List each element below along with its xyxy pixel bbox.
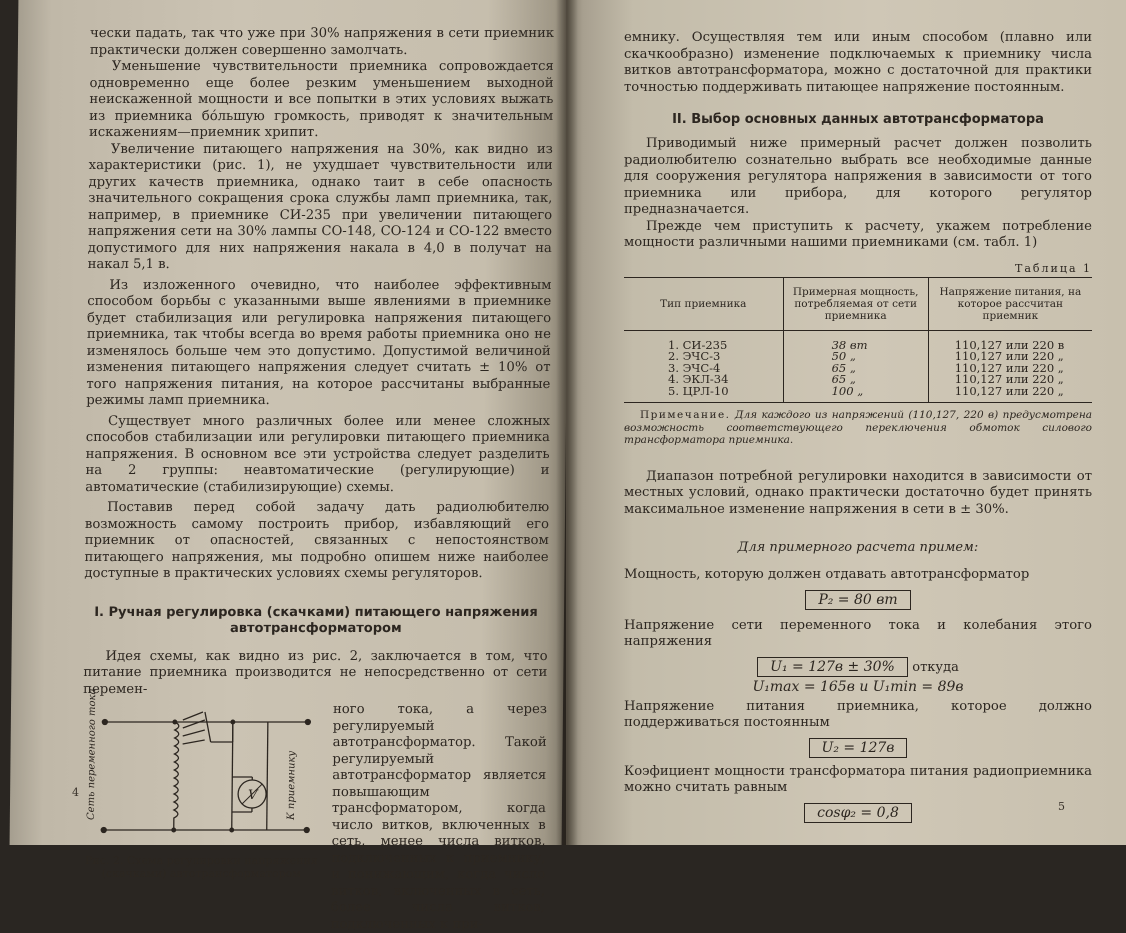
table-cell: 110,127 или 220 „ (955, 373, 1086, 385)
book-gutter (556, 0, 578, 845)
table-cell: 50 „ (832, 350, 922, 362)
formula-5 (624, 803, 1092, 823)
left-para-2: Уменьшение чувствительности приемника сопровождается одновременно еще более резким уменьшением выходной неискаженной мощности и все попытки в этих условиях выжать из приемника бо́льшую громкость, приводят к значительным искажениям—приемник хрипит. (89, 59, 554, 142)
col-voltage-cells (928, 330, 1092, 403)
table-cell: 110,127 или 220 „ (955, 362, 1086, 374)
table-cell: 2. ЭЧС-3 (668, 350, 777, 362)
page-number-left: 4 (72, 786, 79, 799)
table-note (624, 409, 1092, 447)
formula-1 (624, 590, 1092, 610)
formula-2-suffix: откуда (912, 660, 959, 675)
table-cell: 1. СИ-235 (668, 339, 777, 351)
col-header-type: Тип приемника (624, 277, 783, 330)
table-title: Таблица 1 (624, 262, 1092, 275)
right-para-1: емнику. Осуществляя тем или иным способом (плавно или скачкообразно) изменение подключаемых к приемнику числа витков автотрансформатора, можно с достаточной для практики точностью поддерживать питающее напряжение постоянным. (624, 30, 1092, 96)
voltmeter-label: V (248, 788, 259, 803)
left-page (10, 0, 571, 845)
formula-4 (624, 738, 1092, 758)
table-cell: 4. ЭКЛ-34 (668, 373, 777, 385)
autotransformer-schematic (82, 702, 324, 852)
left-para-4: Из изложенного очевидно, что наиболее эффективным способом борьбы с указанными выше явлениями в приемнике будет стабилизация или регулировка напряжения питающего приемника, так чтобы всегда во время работы приемника оно не изменялось больше чем это допустимо. Допустимой величиной изменения питающего напряжения следует считать ± 10% от того напряжения питания, на которое рассчитаны выбранные режимы ламп приемника. (86, 278, 551, 410)
left-para-1: чески падать, так что уже при 30% напряжения в сети приемник практически должен совершенно замолчать. (90, 26, 554, 59)
note-text: Для каждого из напряжений (110,127, 220 в) предусмотрена возможность соответствующего переключения обмоток силового трансформатора приемника. (624, 409, 1092, 446)
formula-2-box: U₁ = 127в ± 30% (757, 657, 908, 677)
figure-block (81, 702, 547, 933)
figure-2 (81, 702, 323, 933)
formula-3: U₁max = 165в и U₁min = 89в (624, 679, 1092, 695)
table-cell: 38 вт (832, 339, 922, 351)
left-para-7-side: ного тока, а через регулируемый автотрансформатор. Такой регулируемый автотрансформатор является повышающим трансформатором, когда число витков, включенных в сеть, менее числа витков, подключенных к приемнику, и понижающим, когда число витков, включенных в сеть, более числа витков, подключенных к при- (331, 702, 547, 933)
left-para-7-lead: Идея схемы, как видно из рис. 2, заключается в том, что питание приемника производится не непосредственно от сети перемен- (83, 649, 548, 699)
col-header-power: Примерная мощность, потребляемая от сети приемника (783, 277, 928, 330)
figure-side-text-block (321, 702, 547, 933)
left-para-3: Увеличение питающего напряжения на 30%, как видно из характеристики (рис. 1), не ухудшает чувствительности или других качеств приемника, однако таит в себе опасность значительного сокращения срока службы ламп приемника, так, например, в приемнике СИ-235 при увеличении питающего напряжения сети на 30% лампы СО-148, СО-124 и СО-122 вместо допустимого для них напряжения накала в 4,0 в получат на накал 5,1 в. (88, 142, 553, 274)
table-cell: 65 „ (832, 373, 922, 385)
figure-caption: Рис. 2. Схема регулировки напряжения (скачками) автотрансформатором (81, 854, 321, 880)
right-para-4: Диапазон потребной регулировки находится в зависимости от местных условий, однако практически достаточно будет принять максимальное изменение напряжения в сети в ± 30%. (624, 469, 1092, 519)
right-page (566, 0, 1126, 845)
power-table (624, 277, 1092, 404)
formula-1-box: P₂ = 80 вт (805, 590, 910, 610)
table-cell: 100 „ (832, 385, 922, 397)
right-para-3: Прежде чем приступить к расчету, укажем потребление мощности различными нашими приемниками (см. табл. 1) (624, 219, 1092, 252)
calc-heading: Для примерного расчета примем: (624, 540, 1092, 555)
calc-line-4: Коэфициент мощности трансформатора питания радиоприемника можно считать равным (624, 764, 1092, 797)
table-cell: 110,127 или 220 в (955, 339, 1086, 351)
label-receiver: К приемнику (286, 751, 298, 821)
calc-line-3: Напряжение питания приемника, которое должно поддерживаться постоянным (624, 699, 1092, 732)
formula-2 (624, 657, 1092, 677)
left-para-6: Поставив перед собой задачу дать радиолюбителю возможность самому построить прибор, избавляющий его приемник от опасностей, связанных с непостоянством питающего напряжения, мы подробно опишем ниже наиболее доступные в практических условиях схемы регуляторов. (84, 500, 549, 583)
table-cell: 110,127 или 220 „ (955, 385, 1086, 397)
calc-line-1: Мощность, которую должен отдавать автотрансформатор (624, 567, 1092, 584)
col-power-cells (783, 330, 928, 403)
section-heading-2: II. Выбор основных данных автотрансформатора (624, 112, 1092, 128)
calc-line-2: Напряжение сети переменного тока и колебания этого напряжения (624, 618, 1092, 651)
table-cell: 65 „ (832, 362, 922, 374)
col-header-voltage: Напряжение питания, на которое рассчитан приемник (928, 277, 1092, 330)
table-cell: 5. ЦРЛ-10 (668, 385, 777, 397)
right-para-2: Приводимый ниже примерный расчет должен позволить радиолюбителю сознательно выбрать все необходимые данные для сооружения регулятора напряжения в зависимости от того приемника или прибора, для которого регулятор предназначается. (624, 136, 1092, 219)
table-cell: 3. ЭЧС-4 (668, 362, 777, 374)
label-mains: Сеть переменного тока (86, 689, 98, 820)
col-type-cells (624, 330, 783, 403)
note-label: Примечание. (624, 409, 731, 421)
left-para-5: Существует много различных более или менее сложных способов стабилизации или регулировки питающего приемника напряжения. В основном все эти устройства следует разделить на 2 группы: неавтоматические (регулирующие) и автоматические (стабилизирующие) схемы. (85, 414, 550, 497)
table-cell: 110,127 или 220 „ (955, 350, 1086, 362)
section-heading-1: I. Ручная регулировка (скачками) питающего напряжения автотрансформатором (84, 605, 548, 637)
formula-4-box: U₂ = 127в (809, 738, 908, 758)
voltmeter-icon (238, 780, 266, 808)
formula-5-box: cosφ₂ = 0,8 (804, 803, 912, 823)
page-number-right: 5 (1058, 800, 1065, 813)
